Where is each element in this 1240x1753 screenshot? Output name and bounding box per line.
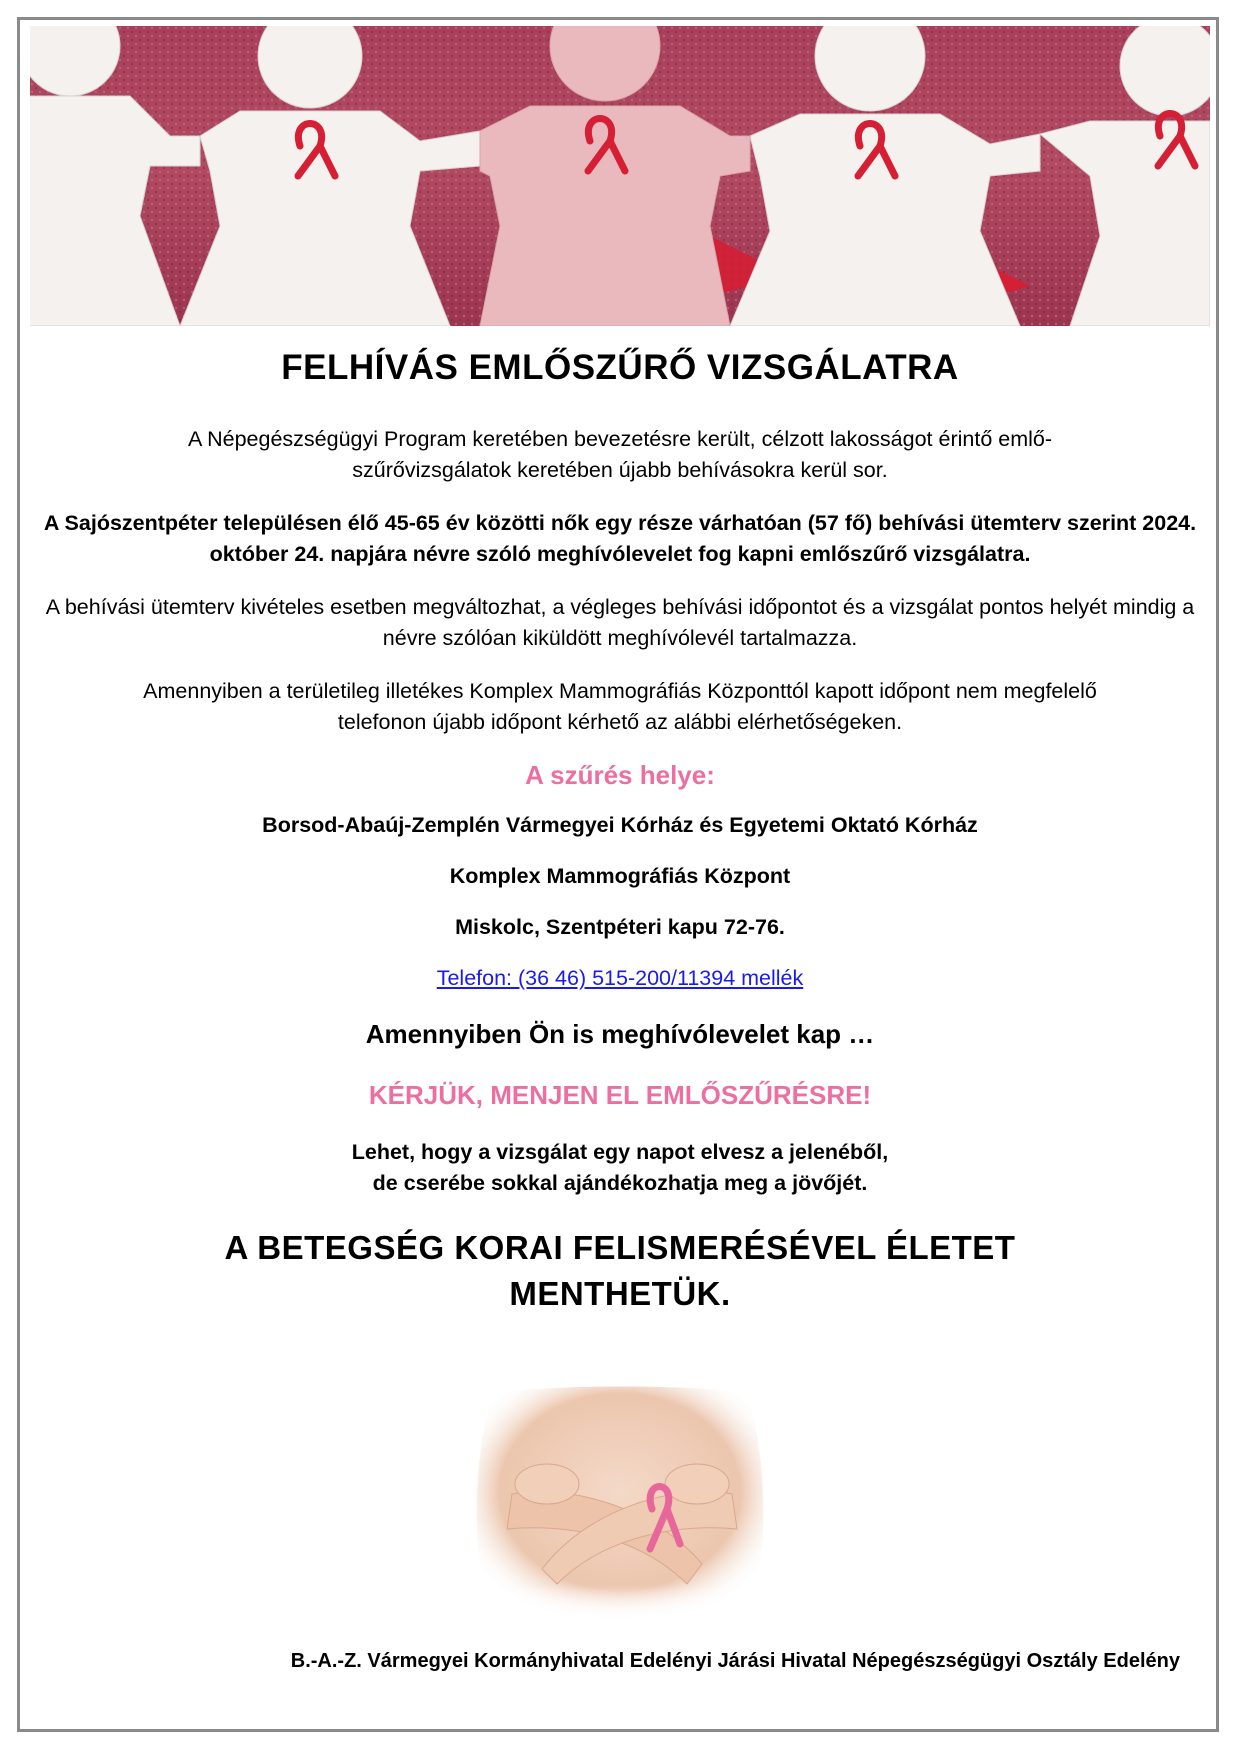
schedule-paragraph: A Sajószentpéter településen élő 45-65 év közötti nők egy része várhatóan (57 fő) behívási ütemterv szerint 2024. október 24. napjára névre szóló meghívólevelet fog kapni emlőszűrő vizsgálatra.	[43, 511, 1197, 566]
address: Miskolc, Szentpéteri kapu 72-76.	[455, 915, 785, 939]
location-heading: A szűrés helye:	[525, 760, 715, 790]
intro-paragraph: A Népegészségügyi Program keretében bevezetésre került, célzott lakosságot érintő emlő-szűrővizsgálatok keretében újabb behívásokra kerül sor.	[187, 427, 1053, 482]
hospital-name: Borsod-Abaúj-Zemplén Vármegyei Kórház és Egyetemi Oktató Kórház	[262, 813, 978, 837]
slogan-line-2: MENTHETÜK.	[509, 1275, 731, 1312]
motivation-text	[40, 1137, 1200, 1199]
page-title: FELHÍVÁS EMLŐSZŰRŐ VIZSGÁLATRA	[281, 348, 959, 387]
change-paragraph: A behívási ütemterv kivételes esetben megváltozhat, a végleges behívási időpontot és a vizsgálat pontos helyét mindig a névre szólóan kiküldött meghívólevél tartalmazza.	[45, 595, 1195, 650]
motivation-line-1: Lehet, hogy a vizsgálat egy napot elvesz a jelenéből,	[351, 1140, 889, 1164]
invitation-question: Amennyiben Ön is meghívólevelet kap …	[365, 1019, 875, 1049]
slogan-line-1: A BETEGSÉG KORAI FELISMERÉSÉVEL ÉLETET	[224, 1229, 1016, 1266]
screening-request: KÉRJÜK, MENJEN EL EMLŐSZŰRÉSRE!	[368, 1080, 872, 1110]
banner-image	[30, 26, 1210, 326]
phone-link[interactable]: Telefon: (36 46) 515-200/11394 mellék	[436, 966, 804, 990]
center-name: Komplex Mammográfiás Központ	[449, 864, 791, 888]
slogan	[40, 1225, 1200, 1317]
awareness-photo	[452, 1384, 788, 1620]
motivation-line-2: de cserébe sokkal ajándékozhatja meg a jövőjét.	[372, 1171, 868, 1195]
main-content	[40, 340, 1200, 1317]
footer-issuer: B.-A.-Z. Vármegyei Kormányhivatal Edelényi Járási Hivatal Népegészségügyi Osztály Edelény	[290, 1650, 1180, 1672]
reschedule-paragraph: Amennyiben a területileg illetékes Komplex Mammográfiás Központtól kapott időpont nem megfelelő telefonon újabb időpont kérhető az alábbi elérhetőségeken.	[143, 679, 1097, 734]
